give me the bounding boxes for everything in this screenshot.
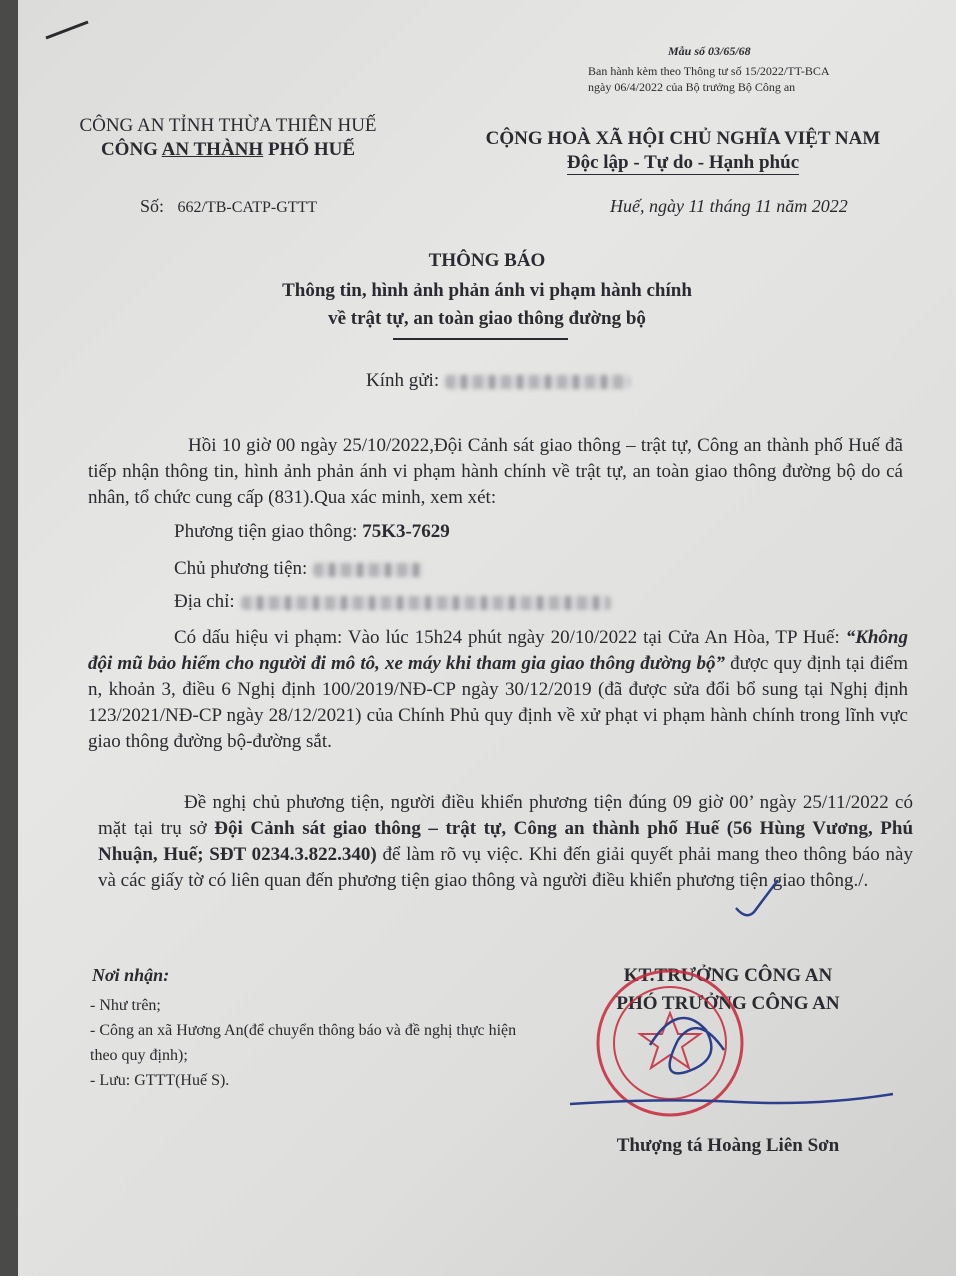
national-title: CỘNG HOÀ XÃ HỘI CHỦ NGHĨA VIỆT NAM <box>485 128 881 149</box>
agency-city-part-c: PHỐ HUẾ <box>263 139 356 160</box>
agency-name-province: CÔNG AN TỈNH THỪA THIÊN HUẾ <box>79 115 377 136</box>
document-number-label: Số: <box>140 196 165 216</box>
agency-city-part-a: CÔNG <box>100 139 162 160</box>
form-issuance-line-1: Ban hành kèm theo Thông tư số 15/2022/TT-BCA <box>588 64 830 78</box>
recipients-title: Nơi nhận: <box>92 965 170 985</box>
pen-mark <box>46 22 88 38</box>
document-subtitle-1: Thông tin, hình ảnh phản ánh vi phạm hành chính <box>282 280 692 301</box>
national-motto-text: Độc lập - Tự do - Hạnh phúc <box>566 152 800 173</box>
signer-name: Thượng tá Hoàng Liên Sơn <box>616 1135 840 1156</box>
document-title: THÔNG BÁO <box>428 250 546 271</box>
recipient-item: - Công an xã Hương An(để chuyển thông báo và đề nghị thực hiện theo quy định); <box>90 1022 517 1064</box>
violation-legal-basis: được quy định tại điểm n, khoản 3, điều 6 Nghị định 100/2019/NĐ-CP ngày 30/12/2019 (đã được sửa đổi bổ sung tại Nghị định 123/2021/NĐ-CP ngày 28/12/2021) của Chính Phủ quy định về xử phạt vi phạm hành chính trong lĩnh vực giao thông đường bộ-đường sắt. <box>88 653 908 752</box>
agency-city-part-b: AN THÀNH <box>161 139 264 160</box>
form-number: Mẫu số 03/65/68 <box>668 44 751 58</box>
signature-authority-2: PHÓ TRƯỞNG CÔNG AN <box>616 993 840 1014</box>
document-subtitle-2: về trật tự, an toàn giao thông đường bộ <box>328 308 646 329</box>
summons-location: Đội Cảnh sát giao thông – trật tự, Công an thành phố Huế (56 Hùng Vương, Phú Nhuận, Huế; SĐT 0234.3.822.340) <box>98 818 914 865</box>
check-mark-icon <box>736 880 778 915</box>
violation-intro: Có dấu hiệu vi phạm: Vào lúc 15h24 phút ngày 20/10/2022 tại Cửa An Hòa, TP Huế: <box>174 627 846 648</box>
owner-label: Chủ phương tiện: <box>174 558 308 579</box>
recipient-item: - Lưu: GTTT(Huế S). <box>90 1072 230 1089</box>
violation-description: “Không đội mũ bảo hiểm cho người đi mô tô, xe máy khi tham gia giao thông đường bộ” <box>88 627 908 674</box>
document-date: Huế, ngày 11 tháng 11 năm 2022 <box>610 196 848 216</box>
form-issuance-line-2: ngày 06/4/2022 của Bộ trưởng Bộ Công an <box>588 80 796 94</box>
document-sheet <box>18 0 956 1276</box>
vehicle-plate: 75K3-7629 <box>362 521 450 542</box>
paragraph-receipt: Hồi 10 giờ 00 ngày 25/10/2022,Đội Cảnh sát giao thông – trật tự, Công an thành phố Huế đã tiếp nhận thông tin, hình ảnh phản ánh vi phạm hành chính về trật tự, an toàn giao thông đường bộ do cá nhân, tổ chức cung cấp (831).Qua xác minh, xem xét: <box>88 435 903 508</box>
signature-stroke <box>570 1094 893 1104</box>
summons-intro: Đề nghị chủ phương tiện, người điều khiển phương tiện đúng 09 giờ 00’ ngày 25/11/2022 có mặt tại trụ sở <box>98 792 913 839</box>
signature-authority-1: KT.TRƯỞNG CÔNG AN <box>623 965 833 986</box>
addressee-label: Kính gửi: <box>366 370 440 391</box>
summons-instructions: để làm rõ vụ việc. Khi đến giải quyết phải mang theo thông báo này và các giấy tờ có liên quan đến phương tiện giao thông và người điều khiển phương tiện giao thông./. <box>98 844 913 891</box>
ink-overlay <box>18 0 956 1276</box>
document-number-value: 662/TB-CATP-GTTT <box>177 199 318 216</box>
address-label: Địa chỉ: <box>174 591 235 612</box>
vehicle-label: Phương tiện giao thông: <box>174 521 363 542</box>
recipient-item: - Như trên; <box>90 997 161 1014</box>
